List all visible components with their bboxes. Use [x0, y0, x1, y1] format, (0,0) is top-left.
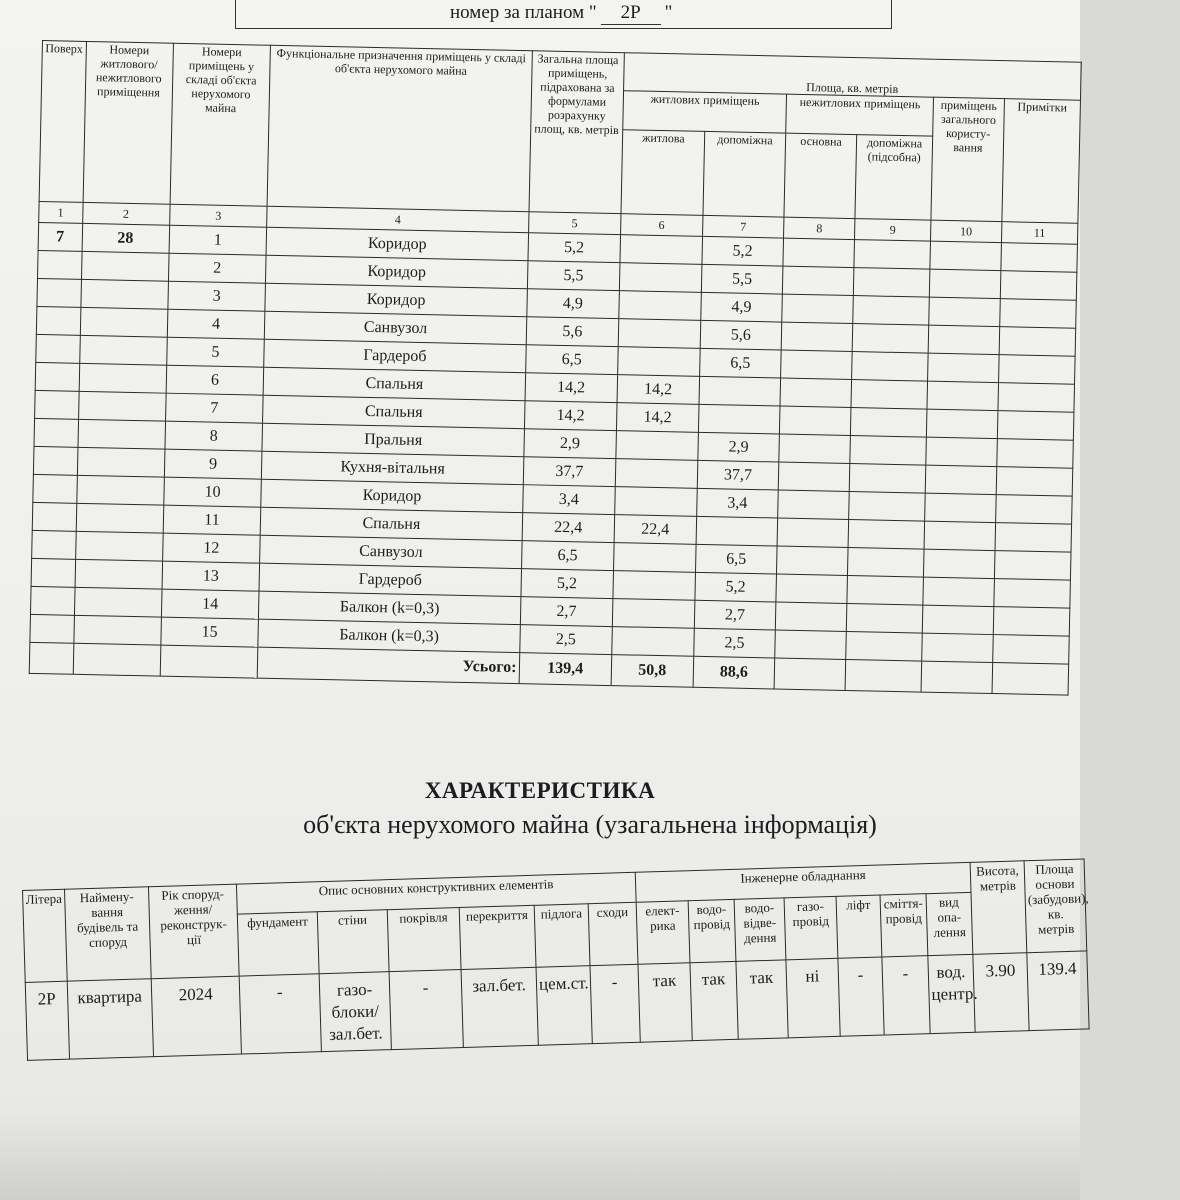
- room-common-cell: [925, 465, 996, 494]
- char-header-base-area: Площа основи (забудови), кв. метрів: [1024, 859, 1087, 953]
- room-name-cell: Балкон (k=0,3): [258, 619, 520, 652]
- room-name-cell: Коридор: [266, 227, 528, 260]
- char-header-roof: покрівля: [387, 908, 461, 972]
- room-common-cell: [930, 241, 1001, 270]
- unit-cell: [77, 447, 165, 477]
- total-area-sum: 139,4: [519, 653, 612, 686]
- room-name-cell: Пральня: [262, 423, 524, 456]
- room-total-area-cell: 4,9: [526, 289, 619, 319]
- room-aux-nonres-cell: [853, 296, 930, 326]
- room-main-area-cell: [779, 434, 850, 463]
- room-name-cell: Коридор: [266, 255, 528, 288]
- room-notes-cell: [997, 411, 1074, 441]
- total-label: Усього:: [258, 647, 520, 683]
- room-notes-cell: [998, 355, 1075, 385]
- room-living-area-cell: [618, 347, 700, 377]
- room-aux-nonres-cell: [850, 408, 927, 438]
- room-total-area-cell: 14,2: [524, 401, 617, 431]
- char-header-height: Висота, метрів: [970, 861, 1027, 955]
- room-living-area-cell: [620, 235, 702, 265]
- floor-cell: [30, 586, 74, 615]
- room-main-area-cell: [781, 322, 852, 351]
- room-notes-cell: [995, 495, 1072, 525]
- room-aux-nonres-cell: [849, 464, 926, 494]
- unit-cell: [79, 335, 167, 365]
- room-common-cell: [924, 521, 995, 550]
- room-living-area-cell: [613, 571, 695, 601]
- room-notes-cell: [994, 579, 1071, 609]
- char-electric: так: [638, 963, 692, 1043]
- room-total-area-cell: 5,5: [527, 261, 620, 291]
- room-total-area-cell: 6,5: [525, 345, 618, 375]
- room-number-cell: 9: [164, 449, 262, 479]
- room-name-cell: Санвузол: [260, 535, 522, 568]
- characteristics-title: ХАРАКТЕРИСТИКА: [424, 778, 656, 803]
- room-main-area-cell: [776, 602, 847, 631]
- char-header-floors: перекриття: [459, 905, 536, 969]
- header-room-number: Номери приміщень у складі об'єкта нерухомого майна: [170, 43, 271, 206]
- unit-cell: [78, 391, 166, 421]
- unit-cell: 28: [82, 223, 170, 253]
- room-number-cell: 2: [168, 253, 266, 283]
- unit-cell: [76, 503, 164, 533]
- plan-number-close: ": [664, 2, 673, 23]
- room-total-area-cell: 22,4: [522, 513, 615, 543]
- room-number-cell: 5: [166, 337, 264, 367]
- floor-cell: 7: [38, 222, 82, 251]
- room-living-area-cell: [616, 431, 698, 461]
- room-auxiliary-area-cell: 2,5: [693, 628, 775, 658]
- char-header-electric: елект- рика: [636, 901, 690, 965]
- rooms-table-wrapper: [29, 40, 1082, 696]
- room-aux-nonres-cell: [846, 631, 923, 661]
- room-auxiliary-area-cell: [699, 376, 781, 406]
- characteristics-table: [22, 858, 1090, 1060]
- char-lift: -: [838, 957, 884, 1036]
- room-main-area-cell: [777, 546, 848, 575]
- room-main-area-cell: [777, 518, 848, 547]
- room-living-area-cell: 14,2: [616, 403, 698, 433]
- room-common-cell: [923, 577, 994, 606]
- header-nonresidential: нежитлових приміщень: [786, 94, 934, 136]
- char-header-litera: Літера: [23, 889, 68, 982]
- room-auxiliary-area-cell: 5,5: [701, 264, 783, 294]
- char-stairs: -: [590, 964, 640, 1043]
- header-residential: житлових приміщень: [623, 91, 787, 133]
- room-number-cell: 13: [162, 561, 260, 591]
- room-main-area-cell: [778, 490, 849, 519]
- room-name-cell: Балкон (k=0,3): [259, 591, 521, 624]
- room-main-area-cell: [775, 630, 846, 659]
- room-common-cell: [925, 493, 996, 522]
- plan-number-label: номер за планом ": [450, 2, 597, 23]
- room-total-area-cell: 37,7: [523, 457, 616, 487]
- room-main-area-cell: [783, 266, 854, 295]
- column-number: 9: [854, 219, 931, 242]
- room-common-cell: [924, 549, 995, 578]
- room-common-cell: [929, 297, 1000, 326]
- header-floor: Поверх: [39, 41, 86, 203]
- room-number-cell: 6: [166, 365, 264, 395]
- page-bottom-shadow: [0, 1110, 1080, 1200]
- unit-cell: [74, 587, 162, 617]
- room-name-cell: Спальня: [264, 367, 526, 400]
- column-number: 6: [621, 214, 703, 237]
- room-number-cell: 3: [167, 281, 265, 311]
- room-notes-cell: [999, 299, 1076, 329]
- column-number: 2: [82, 202, 169, 225]
- room-main-area-cell: [780, 378, 851, 407]
- unit-cell: [76, 475, 164, 505]
- room-common-cell: [928, 325, 999, 354]
- room-common-cell: [928, 353, 999, 382]
- room-auxiliary-area-cell: 2,9: [697, 432, 779, 462]
- room-notes-cell: [997, 439, 1074, 469]
- floor-cell: [38, 250, 82, 279]
- room-auxiliary-area-cell: 5,6: [700, 320, 782, 350]
- char-header-year: Рік споруд- ження/ реконструк- ції: [148, 884, 239, 979]
- room-notes-cell: [1001, 243, 1078, 273]
- room-auxiliary-area-cell: 6,5: [699, 348, 781, 378]
- floor-cell: [31, 558, 75, 587]
- unit-cell: [80, 279, 168, 309]
- room-name-cell: Коридор: [261, 479, 523, 512]
- room-common-cell: [926, 409, 997, 438]
- plan-number-value: 2Р: [601, 2, 661, 25]
- char-header-gas: газо- провід: [784, 896, 838, 960]
- column-number: 10: [931, 220, 1002, 242]
- room-notes-cell: [996, 467, 1073, 497]
- floor-cell: [35, 390, 79, 419]
- room-living-area-cell: [619, 263, 701, 293]
- room-name-cell: Спальня: [261, 507, 523, 540]
- header-purpose: Функціональне призначення приміщень у складі об'єкта нерухомого майна: [268, 45, 532, 211]
- room-main-area-cell: [776, 574, 847, 603]
- unit-cell: [80, 307, 168, 337]
- room-total-area-cell: 5,2: [528, 233, 621, 263]
- char-litera: 2Р: [25, 981, 69, 1060]
- room-name-cell: Гардероб: [259, 563, 521, 596]
- room-living-area-cell: 22,4: [614, 515, 696, 545]
- column-number: 1: [39, 201, 83, 223]
- char-heating: вод. центр.: [928, 954, 975, 1033]
- char-header-flooring: підлога: [534, 904, 590, 968]
- room-aux-nonres-cell: [854, 240, 931, 270]
- room-aux-nonres-cell: [848, 519, 925, 549]
- char-floors: зал.бет.: [461, 967, 538, 1047]
- room-notes-cell: [993, 607, 1070, 637]
- char-header-walls: стіни: [317, 910, 389, 974]
- characteristics-subtitle: об'єкта нерухомого майна (узагальнена інформація): [303, 810, 877, 839]
- char-header-sewer: водо- відве- дення: [734, 898, 786, 961]
- room-number-cell: 1: [169, 225, 267, 255]
- char-header-engineering: Інженерне обладнання: [635, 862, 971, 902]
- room-common-cell: [927, 381, 998, 410]
- char-foundation: -: [239, 974, 321, 1054]
- room-living-area-cell: [614, 543, 696, 573]
- room-name-cell: Кухня-вітальня: [262, 451, 524, 484]
- room-auxiliary-area-cell: [698, 404, 780, 434]
- header-unit-number: Номери житлового/ нежитлового приміщення: [83, 41, 173, 204]
- room-total-area-cell: 3,4: [522, 485, 615, 515]
- char-flooring: цем.ст.: [536, 966, 592, 1046]
- room-total-area-cell: 5,2: [521, 569, 614, 599]
- room-number-cell: 8: [165, 421, 263, 451]
- char-header-name: Наймену- вання будівель та споруд: [64, 887, 151, 981]
- room-living-area-cell: [612, 627, 694, 657]
- floor-cell: [37, 278, 81, 307]
- header-living: житлова: [621, 130, 704, 216]
- room-notes-cell: [999, 327, 1076, 357]
- room-number-cell: 10: [163, 477, 261, 507]
- char-water: так: [690, 961, 738, 1040]
- unit-cell: [81, 251, 169, 281]
- room-living-area-cell: [619, 291, 701, 321]
- room-total-area-cell: 2,7: [520, 597, 613, 627]
- header-common: приміщень загального користу- вання: [931, 97, 1004, 221]
- char-sewer: так: [736, 960, 788, 1039]
- unit-cell: [75, 531, 163, 561]
- unit-cell: [77, 419, 165, 449]
- column-number: 5: [528, 212, 621, 235]
- room-notes-cell: [1000, 271, 1077, 301]
- char-header-water: водо- провід: [688, 899, 736, 962]
- room-total-area-cell: 2,9: [523, 429, 616, 459]
- header-notes: Примітки: [1002, 99, 1081, 224]
- char-name: квартира: [67, 979, 153, 1059]
- room-total-area-cell: 14,2: [525, 373, 618, 403]
- room-number-cell: 11: [163, 505, 261, 535]
- column-number: 8: [784, 217, 855, 239]
- room-auxiliary-area-cell: 3,4: [696, 488, 778, 518]
- floor-cell: [32, 530, 76, 559]
- total-auxiliary-sum: 88,6: [693, 656, 775, 689]
- plan-number-caption: [450, 2, 672, 25]
- room-notes-cell: [995, 523, 1072, 553]
- floor-cell: [33, 446, 77, 475]
- room-auxiliary-area-cell: 4,9: [700, 292, 782, 322]
- room-living-area-cell: [615, 459, 697, 489]
- room-main-area-cell: [778, 462, 849, 491]
- floor-cell: [30, 614, 74, 643]
- room-aux-nonres-cell: [849, 492, 926, 522]
- room-aux-nonres-cell: [850, 436, 927, 466]
- room-notes-cell: [998, 383, 1075, 413]
- room-number-cell: 14: [161, 589, 259, 619]
- header-main: основна: [784, 133, 856, 218]
- room-name-cell: Спальня: [263, 395, 525, 428]
- column-number: 7: [702, 215, 784, 238]
- room-common-cell: [926, 437, 997, 466]
- room-number-cell: 15: [160, 617, 258, 647]
- char-gas: ні: [786, 958, 840, 1038]
- room-main-area-cell: [780, 406, 851, 435]
- room-aux-nonres-cell: [847, 547, 924, 577]
- room-notes-cell: [992, 635, 1069, 665]
- room-auxiliary-area-cell: 37,7: [697, 460, 779, 490]
- room-living-area-cell: [618, 319, 700, 349]
- header-area-group: Площа, кв. метрів: [624, 53, 1082, 101]
- room-auxiliary-area-cell: [696, 516, 778, 546]
- header-auxiliary: допоміжна: [703, 131, 786, 217]
- room-aux-nonres-cell: [851, 352, 928, 382]
- floor-cell: [32, 502, 76, 531]
- column-number: 4: [267, 206, 528, 232]
- floor-cell: [35, 362, 79, 391]
- room-total-area-cell: 2,5: [519, 625, 612, 655]
- room-total-area-cell: 5,6: [526, 317, 619, 347]
- room-living-area-cell: 14,2: [617, 375, 699, 405]
- room-common-cell: [922, 605, 993, 634]
- char-height: 3.90: [973, 953, 1029, 1033]
- char-header-garbage: сміття- провід: [880, 894, 928, 957]
- room-name-cell: Гардероб: [264, 339, 526, 372]
- room-name-cell: Коридор: [265, 283, 527, 316]
- char-walls: газо- блоки/ зал.бет.: [319, 972, 391, 1052]
- room-auxiliary-area-cell: 2,7: [694, 600, 776, 630]
- room-living-area-cell: [615, 487, 697, 517]
- floor-cell: [36, 306, 80, 335]
- room-aux-nonres-cell: [853, 268, 930, 298]
- floor-cell: [33, 474, 77, 503]
- room-number-cell: 12: [162, 533, 260, 563]
- column-number: 11: [1001, 222, 1078, 245]
- room-aux-nonres-cell: [851, 380, 928, 410]
- room-notes-cell: [994, 551, 1071, 581]
- char-roof: -: [389, 970, 463, 1050]
- char-year: 2024: [151, 976, 241, 1057]
- room-main-area-cell: [782, 294, 853, 323]
- room-common-cell: [929, 269, 1000, 298]
- room-rows: [30, 222, 1078, 664]
- unit-cell: [75, 559, 163, 589]
- room-name-cell: Санвузол: [265, 311, 527, 344]
- floor-cell: [34, 418, 78, 447]
- header-aux-nonresidential: допоміжна (підсобна): [855, 135, 933, 221]
- unit-cell: [73, 615, 161, 645]
- room-common-cell: [922, 633, 993, 662]
- room-auxiliary-area-cell: 6,5: [695, 544, 777, 574]
- char-header-structural: Опис основних конструктивних елементів: [236, 872, 636, 914]
- room-number-cell: 4: [167, 309, 265, 339]
- char-header-stairs: сходи: [588, 902, 638, 965]
- unit-cell: [79, 363, 167, 393]
- room-aux-nonres-cell: [852, 324, 929, 354]
- room-main-area-cell: [781, 350, 852, 379]
- room-main-area-cell: [783, 238, 854, 267]
- char-header-heating: вид опа- лення: [926, 892, 973, 955]
- char-garbage: -: [882, 956, 930, 1035]
- room-aux-nonres-cell: [847, 575, 924, 605]
- room-total-area-cell: 6,5: [521, 541, 614, 571]
- char-header-foundation: фундамент: [237, 912, 319, 976]
- room-auxiliary-area-cell: 5,2: [702, 236, 784, 266]
- char-base-area: 139.4: [1027, 951, 1089, 1031]
- room-auxiliary-area-cell: 5,2: [695, 572, 777, 602]
- characteristics-table-wrapper: [22, 859, 1087, 1061]
- rooms-table: [29, 40, 1082, 696]
- room-living-area-cell: [612, 599, 694, 629]
- room-aux-nonres-cell: [846, 603, 923, 633]
- char-header-lift: ліфт: [836, 895, 882, 958]
- total-living-sum: 50,8: [611, 655, 693, 688]
- floor-cell: [36, 334, 80, 363]
- header-total-area: Загальна площа приміщень, підрахована за формулами розрахунку площ, кв. метрів: [529, 51, 625, 214]
- room-number-cell: 7: [165, 393, 263, 423]
- column-number: 3: [169, 204, 267, 227]
